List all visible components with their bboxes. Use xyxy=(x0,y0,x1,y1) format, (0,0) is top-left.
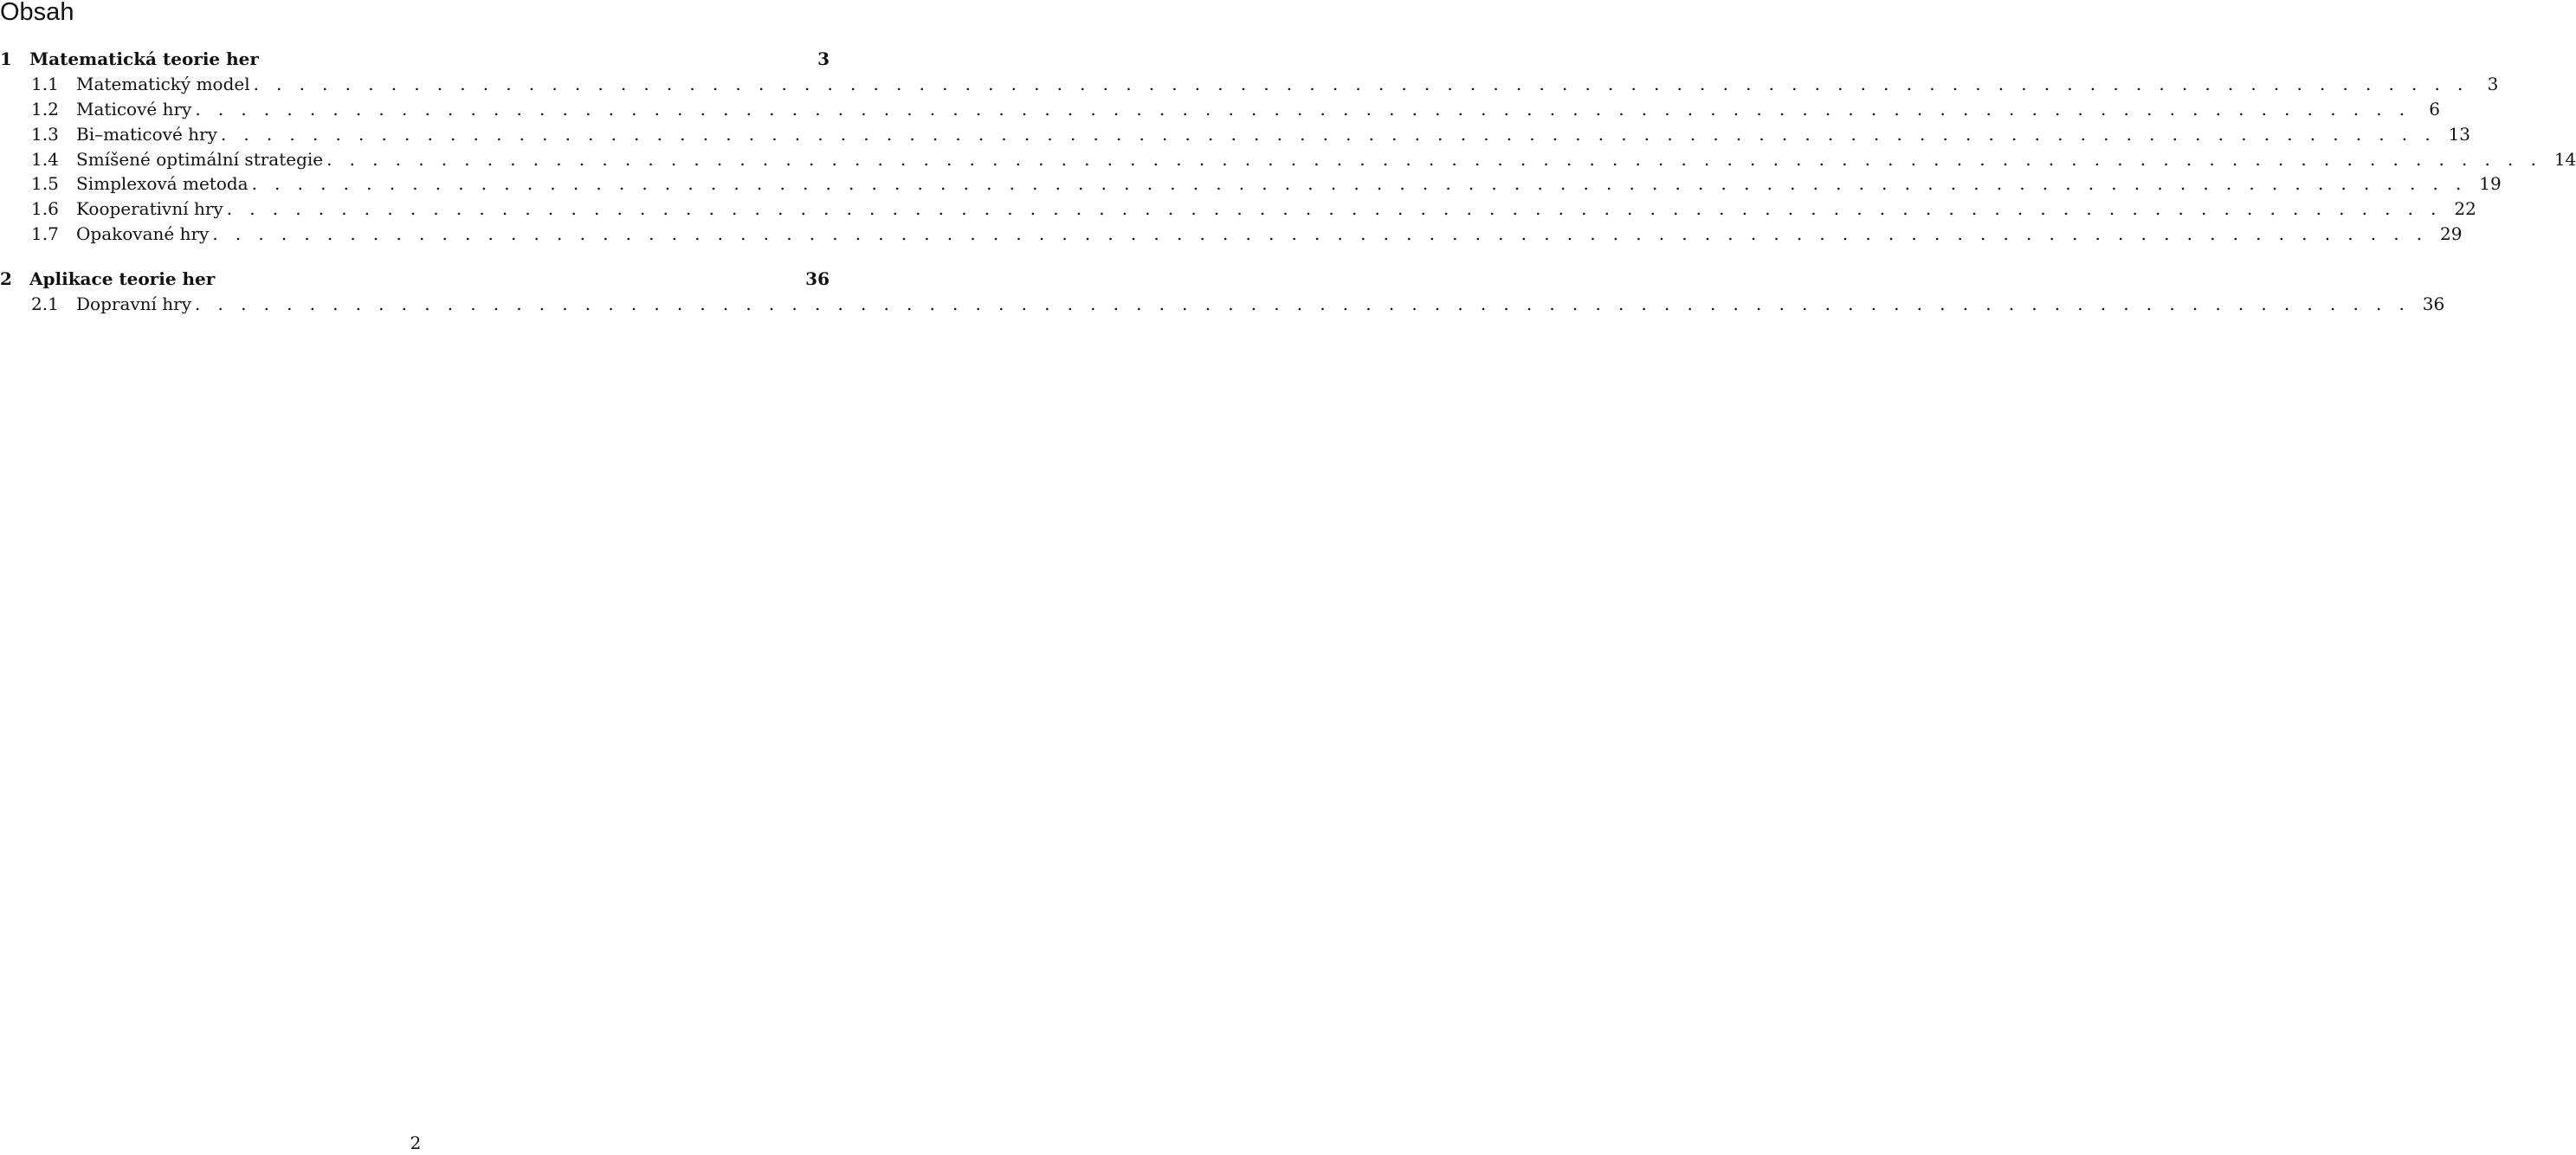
toc-chapter-row[interactable] xyxy=(0,267,830,291)
toc-section-row[interactable] xyxy=(0,72,2499,96)
toc-section-number: 1.3 xyxy=(31,124,59,145)
toc-section-row[interactable] xyxy=(0,122,2471,146)
page-number: 2 xyxy=(410,1132,422,1153)
toc-section-number: 1.1 xyxy=(31,74,59,94)
toc-section-number: 1.4 xyxy=(31,149,59,170)
toc-section-row[interactable] xyxy=(0,292,2445,316)
toc-section-title: Bi–maticové hry xyxy=(76,124,217,145)
toc-dot-leader: . . . . . . . . . . . . . . . . . . . . . . . . . . . . . . . . . . . . . . . . . . . . . . . . . . . . . . . . . . . . . . . . . . . . . . . . . . . . . . . . . . . . . . . . . . . . . . . . . xyxy=(195,99,2411,119)
toc-chapter-title: Matematická teorie her xyxy=(29,48,259,69)
toc-section-title: Simplexová metoda xyxy=(76,173,249,194)
toc-section-title: Matematický model xyxy=(76,74,250,94)
toc-chapter-page: 3 xyxy=(817,48,830,69)
toc-section-row[interactable] xyxy=(0,147,2576,171)
toc-section-number: 1.2 xyxy=(31,99,59,119)
toc-section-row[interactable] xyxy=(0,171,2502,196)
toc-section-number: 2.1 xyxy=(31,294,59,314)
toc-section-page: 19 xyxy=(2479,173,2502,194)
toc-section-title: Opakované hry xyxy=(76,223,210,244)
toc-chapter-number: 2 xyxy=(0,268,12,289)
toc-section-number: 1.5 xyxy=(31,173,59,194)
toc-section-title: Dopravní hry xyxy=(76,294,192,314)
toc-chapter-number: 1 xyxy=(0,48,12,69)
toc-dot-leader: . . . . . . . . . . . . . . . . . . . . . . . . . . . . . . . . . . . . . . . . . . . . . . . . . . . . . . . . . . . . . . . . . . . . . . . . . . . . . . . . . . . . . . . . . . . . . . . . . xyxy=(326,149,2542,170)
toc-section-page: 13 xyxy=(2448,124,2471,145)
toc-section-title: Kooperativní hry xyxy=(76,198,223,219)
toc-section-page: 14 xyxy=(2553,149,2576,170)
toc-section-page: 6 xyxy=(2429,99,2440,119)
toc-chapter-page: 36 xyxy=(805,268,830,289)
toc-section-row[interactable] xyxy=(0,197,2476,221)
toc-section-row[interactable] xyxy=(0,222,2463,246)
toc-section-row[interactable] xyxy=(0,97,2440,121)
toc-chapter-2 xyxy=(0,267,830,291)
toc-dot-leader: . . . . . . . . . . . . . . . . . . . . . . . . . . . . . . . . . . . . . . . . . . . . . . . . . . . . . . . . . . . . . . . . . . . . . . . . . . . . . . . . . . . . . . . . . . . . . . . . . xyxy=(226,198,2443,219)
toc-section-number: 1.7 xyxy=(31,223,59,244)
toc-section-number: 1.6 xyxy=(31,198,59,219)
toc-dot-leader: . . . . . . . . . . . . . . . . . . . . . . . . . . . . . . . . . . . . . . . . . . . . . . . . . . . . . . . . . . . . . . . . . . . . . . . . . . . . . . . . . . . . . . . . . . . . . . . . . xyxy=(251,173,2468,194)
toc-chapter-title: Aplikace teorie her xyxy=(29,268,216,289)
toc-section-page: 3 xyxy=(2487,74,2499,94)
toc-section-page: 22 xyxy=(2454,198,2476,219)
toc-section-title: Smíšené optimální strategie xyxy=(76,149,324,170)
toc-section-page: 29 xyxy=(2440,223,2463,244)
toc-dot-leader: . . . . . . . . . . . . . . . . . . . . . . . . . . . . . . . . . . . . . . . . . . . . . . . . . . . . . . . . . . . . . . . . . . . . . . . . . . . . . . . . . . . . . . . . . . . . . . . . . xyxy=(220,124,2437,145)
toc-dot-leader: . . . . . . . . . . . . . . . . . . . . . . . . . . . . . . . . . . . . . . . . . . . . . . . . . . . . . . . . . . . . . . . . . . . . . . . . . . . . . . . . . . . . . . . . . . . . . . . . . xyxy=(195,294,2411,314)
toc-dot-leader: . . . . . . . . . . . . . . . . . . . . . . . . . . . . . . . . . . . . . . . . . . . . . . . . . . . . . . . . . . . . . . . . . . . . . . . . . . . . . . . . . . . . . . . . . . . . . . . . . xyxy=(253,74,2469,94)
toc-section-page: 36 xyxy=(2422,294,2445,314)
toc-chapter-row[interactable] xyxy=(0,47,830,71)
page-title: Obsah xyxy=(0,0,74,26)
toc-dot-leader: . . . . . . . . . . . . . . . . . . . . . . . . . . . . . . . . . . . . . . . . . . . . . . . . . . . . . . . . . . . . . . . . . . . . . . . . . . . . . . . . . . . . . . . . . . . . . . . . . xyxy=(212,223,2429,244)
toc-chapter-1 xyxy=(0,47,830,71)
toc-section-title: Maticové hry xyxy=(76,99,192,119)
